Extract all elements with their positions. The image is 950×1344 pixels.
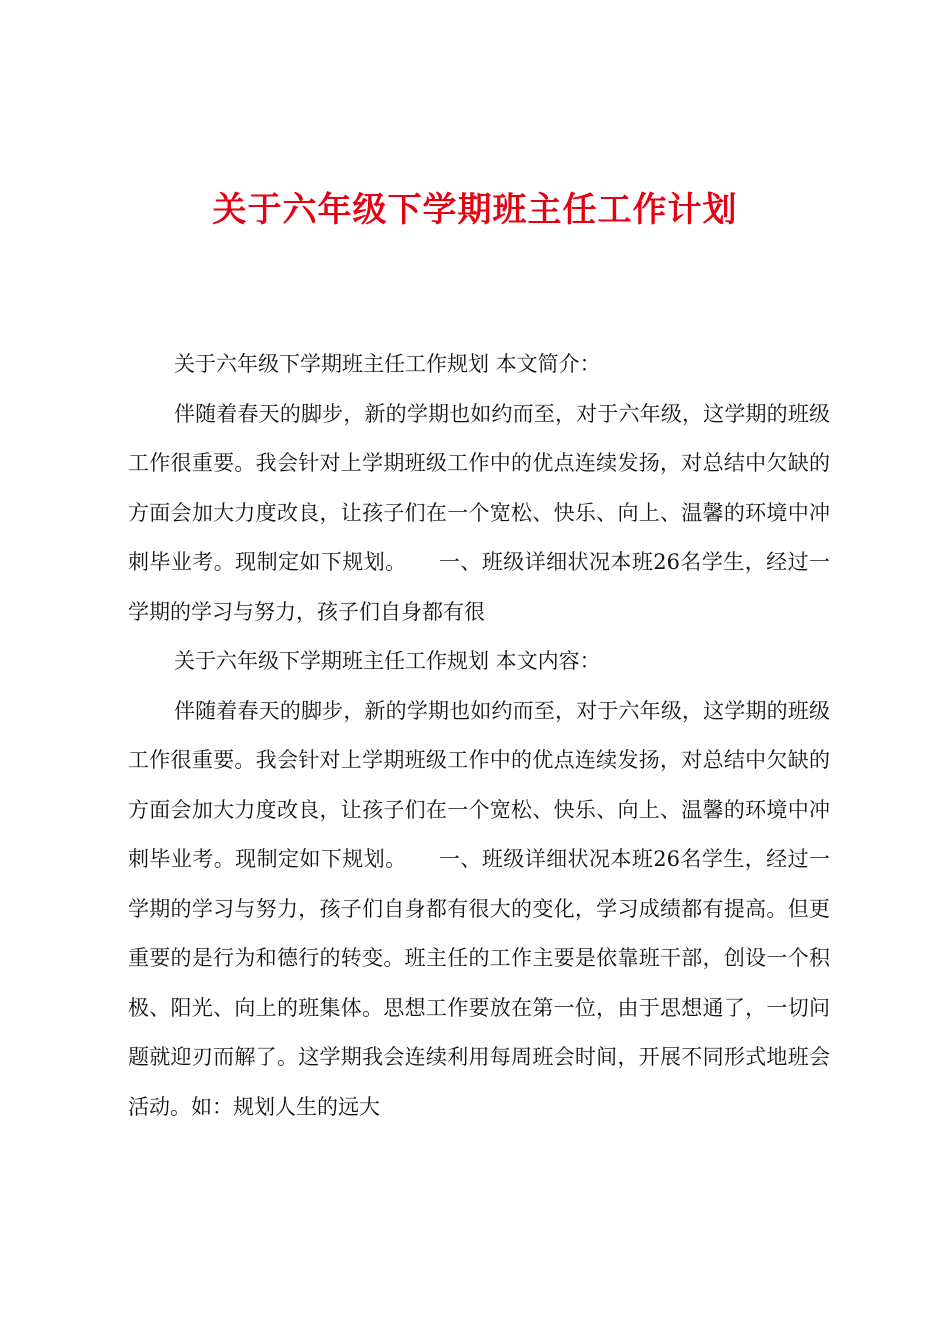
intro-heading: 关于六年级下学期班主任工作规划 本文简介： — [174, 352, 601, 376]
content-paragraph: 伴随着春天的脚步，新的学期也如约而至，对于六年级，这学期的班级工作很重要。我会针对上学期班级工作中的优点连续发扬，对总结中欠缺的方面会加大力度改良，让孩子们在一个宽松、快乐、向上、温馨的环境中冲刺毕业考。现制定如下规划。 一、班级详细状况本班26名学生，经过一学期的学习与努力，孩子们自身都有很大的变化，学习成绩都有提高。但更重要的是行为和德行的转变。班主任的工作主要是依靠班干部，创设一个积极、阳光、向上的班集体。思想工作要放在第一位，由于思想通了，一切问题就迎刃而解了。这学期我会连续利用每周班会时间，开展不同形式地班会活动。如：规划人生的远大 — [128, 698, 830, 1119]
content-heading: 关于六年级下学期班主任工作规划 本文内容： — [174, 649, 601, 673]
intro-paragraph: 伴随着春天的脚步，新的学期也如约而至，对于六年级，这学期的班级工作很重要。我会针对上学期班级工作中的优点连续发扬，对总结中欠缺的方面会加大力度改良，让孩子们在一个宽松、快乐、向上、温馨的环境中冲刺毕业考。现制定如下规划。 一、班级详细状况本班26名学生，经过一学期的学习与努力，孩子们自身都有很 — [128, 401, 830, 624]
document-title: 关于六年级下学期班主任工作计划 — [212, 190, 738, 230]
document-body — [128, 340, 830, 1132]
